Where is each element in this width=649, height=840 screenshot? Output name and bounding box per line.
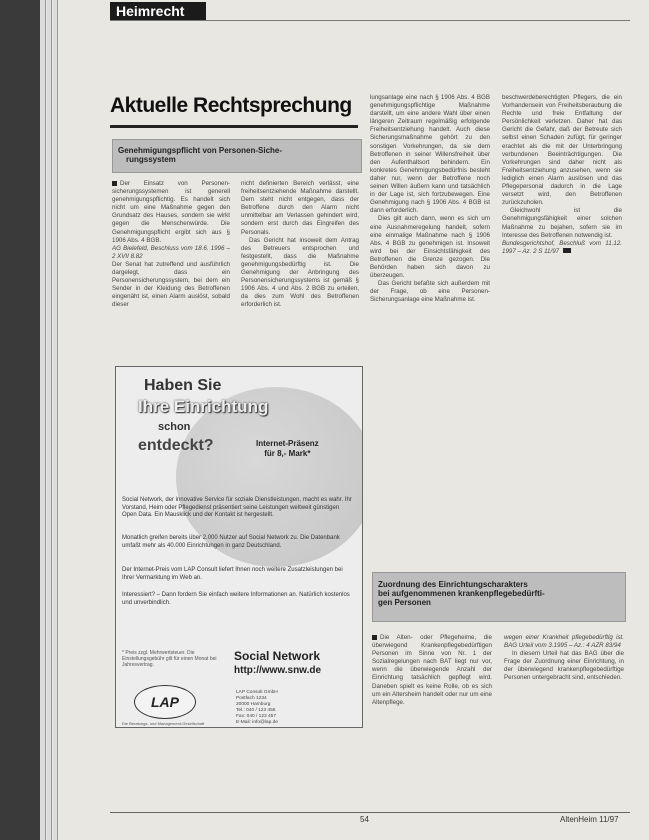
lap-logo: LAP [134,685,196,719]
advertisement [115,366,363,728]
ad-url-link[interactable]: http://www.snw.de [234,665,322,676]
paragraph: beschwerdeberechtigten Pflegers, die ein Vorhandensein von Freiheitsberaubung die Rechte und freie Entfaltung der Persönlichkeit verletzen. Daher hat das Gericht die Gefahr, daß der Betreute sich selbst einen Schaden zufügt, für geringer erachtet als die mit der Unterbringung verbundenen Beeinträchtigungen. Die Vorkehrungen sind daher nicht als Freiheitsentziehung anzusehen, wenn sie lediglich einen Alarm auslösen und das Pflegepersonal dadurch in die Lage versetzt wird, den Betroffenen zurückzuholen. [502,94,622,207]
subhead-line: Genehmigungspflicht von Personen-Siche- [118,146,283,155]
article-column-1 [112,180,230,360]
magazine-issue: AltenHeim 11/97 [560,815,619,824]
ad-paragraph: Social Network, der innovative Service für soziale Dienstleistungen, macht es wahr. Ihr Vorstand, Heim oder Pflegedienst präsentiert seine Leistungen weltweit günstigen Open Data. Ein Mausklick und der Kontakt ist hergestellt. [122,497,352,519]
address-line: 20000 Hamburg [236,702,271,707]
page-edge [40,0,46,840]
ad-headline: Ihre Einrichtung [138,397,269,416]
end-mark-icon [563,248,571,253]
page-number: 54 [360,815,369,824]
ad-headline: Haben Sie [144,377,222,394]
address-line: Fax: 040 / 123 457 [236,714,277,719]
article-subhead [118,146,282,164]
address-line: Tel.: 040 / 123 456 [236,708,276,713]
promo-line: Internet-Präsenz [256,439,319,448]
citation: AG Bielefeld, Beschluss vom 18.6. 1996 – 2 XVII 8.82 [112,244,230,260]
paragraph: lungsanlage eine nach § 1906 Abs. 4 BGB genehmigungspflichtige Maßnahme darstellt, um eine andere Wahl über einen längeren Zeitraum regelmäßig erfolgende Freiheitsentziehung handelt. Auch diese Sicherungsmaßnahme gehört zu den sonstigen Vorkehrungen, da sie dem Betroffenen in seiner Willensfreiheit über den Aufenthaltsort behindern. Ein konkretes Genehmigungsbedürfnis besteht daher nur, wenn der Betroffene noch seinen Willen äußern kann und tatsächlich in der Lage ist, sich fortzubewegen. Eine Genehmigung nach § 1906 Abs. 4 BGB ist dann erforderlich. [370,94,490,215]
address-line: LAP Consult GmbH [236,690,278,695]
header-divider [110,20,630,21]
paragraph: Dies gilt auch dann, wenn es sich um eine Ausnahmeregelung handelt, sofern eine einmalige Maßnahme nach § 1906 Abs. 4 BGB zu genehmigen ist. Insoweit wird bei der Einsichtsfähigkeit des Betroffenen die Grenze gezogen. Die Behörden haben sich davon zu überzeugen. [370,215,490,280]
page-title: Aktuelle Rechtsprechung [110,94,352,117]
article-column-6 [504,634,624,754]
section-header: Heimrecht [110,2,206,20]
subhead-line: gen Personen [378,598,431,607]
title-underline [110,125,358,128]
ad-paragraph: Interessiert? – Dann fordern Sie einfach weitere Informationen an. Natürlich kostenlos und unverbindlich. [122,592,350,606]
bullet-icon [372,635,377,640]
ad-brand: Social Network [234,649,321,663]
paragraph: Das Gericht hat insoweit dem Antrag des Betreuers entsprochen und festgestellt, dass die Maßnahme genehmigungsbedürftig ist. Die Genehmigung der Anbringung des Personensicherungssystems ist gemäß § 1906 Abs. 4 und Abs. 2 BGB zu erteilen, da dies zum Wohl des Betroffenen erforderlich ist. [241,236,359,309]
ad-headline: schon [158,421,191,433]
article-column-5 [372,634,492,754]
paragraph: nicht definierten Bereich verlässt, eine freiheitsentziehende Maßnahme darstellt. Dem steht nicht entgegen, dass der Betroffene durch den Alarm nicht unmittelbar am Verlassen gehindert wird, sondern erst durch das Eingreifen des Personals. [241,180,359,236]
page-edge [47,0,52,840]
paragraph: Die Alten- oder Pflegeheime, die überwiegend Krankenpflegebedürftigen Personen im Sinne von Nr. 1 der Sozialregelungen nach BAT liegt nur vor, wenn die überwiegende Anzahl der Einrichtung tatsächlich gepflegt wird. Daneben spielt es keine Rolle, ob es sich um ein Altersheim handelt oder nur um eine Altenpflege. [372,634,492,706]
ad-headline: entdeckt? [138,437,214,454]
paragraph: In diesem Urteil hat das BAG über die Frage der Zuordnung einer Einrichtung, in der überwiegend krankenpflegebedürftige Personen untergebracht sind, entschieden. [504,650,624,682]
citation: Bundesgerichtshof, Beschluß vom 11.12. 1997 – Az. 2 S 11/97 [502,239,622,255]
article-column-3 [370,94,490,532]
article-column-2 [241,180,359,360]
ad-footnote: * Preis zzgl. Mehrwertsteuer. Die Einstellungsgebühr gilt für einen Monat bei Jahresvertrag. [122,650,217,668]
logo-caption: Die Beratungs- und Management-Gesellschaft [122,721,205,726]
address-line: E-Mail: info@lap.de [236,720,278,725]
ad-promo [256,439,319,459]
article-column-4 [502,94,622,520]
paragraph: Das Gericht befaßte sich außerdem mit der Frage, ob eine Personen-Sicherungsanlage eine Maßnahme ist. [370,280,490,304]
ad-address [236,690,326,726]
paragraph: Der Einsatz von Personen-sicherungssystemen ist generell genehmigungspflichtig. Es handelt sich nicht um eine Maßnahme gegen den Grundsatz des Hauses, sondern sie wirkt gegen die Menschenwürde. Die Genehmigungspflicht ergibt sich aus § 1906 Abs. 4 BGB. [112,180,230,244]
article-subhead [378,580,545,607]
paragraph: Der Senat hat zutreffend und ausführlich dargelegt, dass ein Personensicherungssystem, bei dem ein Sender in der Kleidung des Betroffenen eingenäht ist, einen Alarm auslöst, sobald dieser [112,260,230,309]
subhead-line: bei aufgenommenen krankenpflegebedürfti- [378,589,545,598]
page-edge [53,0,58,840]
subhead-line: rungssystem [126,155,176,164]
subhead-line: Zuordnung des Einrichtungscharakters [378,580,528,589]
address-line: Postfach 1234 [236,696,267,701]
footer-divider [110,812,630,813]
bullet-icon [112,181,117,186]
paragraph: wegen einer Krankheit pflegebedürftig ist. BAG Urteil vom 3.1995 – Az.: 4 AZR 83/94 [504,634,624,650]
ad-paragraph: Der Internet-Preis vom LAP Consult liefert Ihnen noch weitere Zusatzleistungen bei Ihrer Vermarktung im Web an. [122,567,343,581]
ad-paragraph: Monatlich greifen bereits über 2.000 Nutzer auf Social Network zu. Die Datenbank umfaßt mehr als 40.000 Einrichtungen in ganz Deutschland. [122,535,340,549]
paragraph: Gleichwohl ist die Genehmigungsfähigkeit einer solchen Maßnahme zu bejahen, sofern sie im Interesse des Betroffenen notwendig ist. [502,207,622,239]
promo-line: für 8,- Mark* [264,449,311,458]
